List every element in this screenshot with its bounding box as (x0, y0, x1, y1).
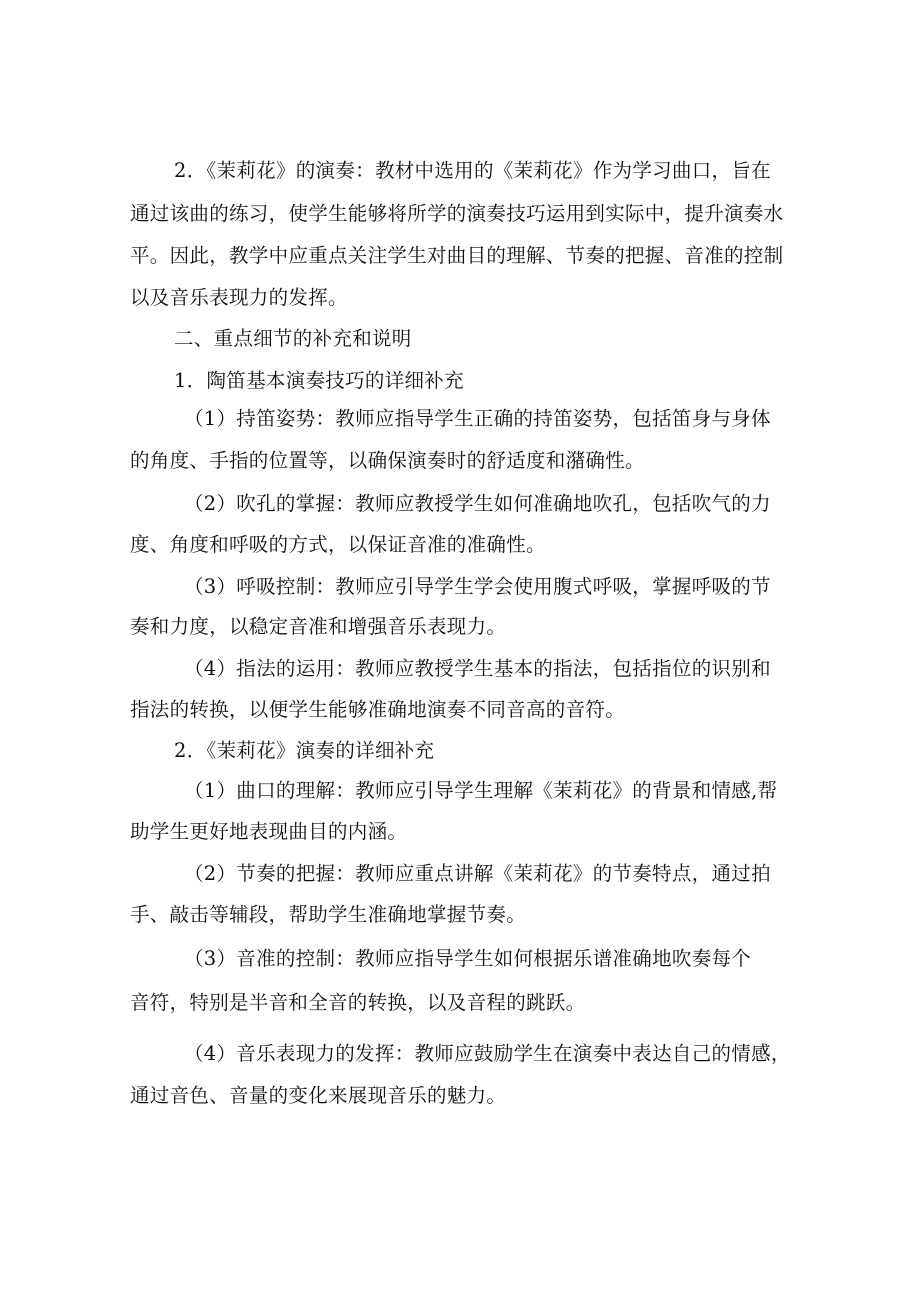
subsection-heading: 1．陶笛基本演奏技巧的详细补充 (174, 369, 464, 392)
text-line: 2．《茉莉花》的演奏：教材中选用的《茉莉花》作为学习曲口，旨在 (174, 159, 771, 182)
text-line: 指法的转换，以便学生能够准确地演奏不同音高的音符。 (130, 698, 626, 721)
section-heading: 二、重点细节的补充和说明 (174, 327, 412, 350)
text-line: 通过音色、音量的变化来展现音乐的魅力。 (130, 1084, 507, 1107)
text-line: 奏和力度，以稳定音准和增强音乐表现力。 (130, 615, 507, 638)
text-line: 通过该曲的练习，使学生能够将所学的演奏技巧运用到实际中，提升演奏水 (130, 202, 784, 225)
text-line: 平。因此，教学中应重点关注学生对曲目的理解、节奏的把握、音准的控制 (130, 244, 784, 267)
subsection-heading: 2．《茉莉花》演奏的详细补充 (174, 739, 435, 762)
text-line: （1）曲口的理解：教师应引导学生理解《茉莉花》的背景和情感,帮 (184, 779, 778, 802)
text-line: 手、敲击等辅段，帮助学生准确地掌握节奏。 (130, 903, 527, 926)
text-line: （3）音准的控制：教师应指导学生如何根据乐谱准确地吹奏每个 (184, 947, 752, 970)
text-line: （4）指法的运用：教师应教授学生基本的指法，包括指位的识别和 (184, 657, 771, 680)
text-line: （2）节奏的把握：教师应重点讲解《茉莉花》的节奏特点，通过拍 (184, 862, 771, 885)
text-line: （3）呼吸控制：教师应引导学生学会使用腹式呼吸，掌握呼吸的节 (184, 575, 771, 598)
text-line: （1）持笛姿势：教师应指导学生正确的持笛姿势，包括笛身与身体 (184, 407, 771, 430)
text-line: （2）吹孔的掌握：教师应教授学生如何准确地吹孔，包括吹气的力 (184, 492, 771, 515)
text-line: （4）音乐表现力的发挥：教师应鼓励学生在演奏中表达自己的情感， (184, 1042, 791, 1065)
text-line: 助学生更好地表现曲目的内涵。 (130, 820, 408, 843)
text-line: 的角度、手指的位置等，以确保演奏时的舒适度和潴确性。 (130, 449, 645, 472)
text-line: 度、角度和呼吸的方式，以保证音准的准确性。 (130, 533, 546, 556)
text-line: 以及音乐表现力的发挥。 (130, 286, 348, 309)
text-line: 音符，特别是半音和全音的转换，以及音程的跳跃。 (130, 991, 586, 1014)
